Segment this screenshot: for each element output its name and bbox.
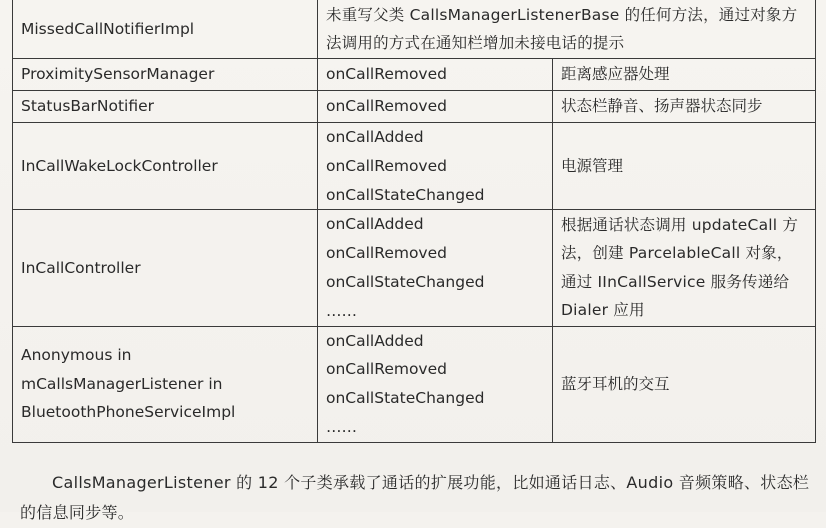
- class-name-cell: InCallWakeLockController: [13, 123, 318, 210]
- class-name-cell: Anonymous in mCallsManagerListener in BluetoothPhoneServiceImpl: [13, 326, 318, 442]
- description-cell: 距离感应器处理: [553, 59, 816, 91]
- method-name: onCallStateChanged: [326, 389, 485, 408]
- method-name: onCallAdded: [326, 128, 424, 146]
- method-name: onCallAdded: [326, 331, 424, 350]
- table-row: [13, 123, 816, 210]
- class-name-cell: MissedCallNotifierImpl: [13, 0, 318, 59]
- methods-cell: [318, 326, 553, 442]
- table-row: [13, 0, 816, 59]
- description-cell: 电源管理: [553, 123, 816, 210]
- table-row: [13, 326, 816, 442]
- method-name: onCallAdded: [326, 215, 424, 234]
- methods-cell: [318, 91, 553, 123]
- methods-cell: [318, 123, 553, 210]
- merged-description-cell: 未重写父类 CallsManagerListenerBase 的任何方法，通过对象方法调用的方式在通知栏增加未接电话的提示: [318, 0, 816, 59]
- methods-cell: [318, 210, 553, 326]
- class-name-cell: StatusBarNotifier: [13, 91, 318, 123]
- method-name: onCallStateChanged: [326, 185, 485, 204]
- description-cell: 蓝牙耳机的交互: [553, 326, 816, 442]
- table-row: [13, 91, 816, 123]
- method-name: onCallRemoved: [326, 244, 447, 263]
- method-ellipsis: ……: [326, 417, 357, 436]
- method-name: onCallRemoved: [326, 65, 447, 84]
- description-cell: 根据通话状态调用 updateCall 方法，创建 ParcelableCall 对象，通过 IInCallService 服务传递给 Dialer 应用: [553, 210, 816, 326]
- body-paragraph: CallsManagerListener 的 12 个子类承载了通话的扩展功能，比如通话日志、Audio 音频策略、状态栏的信息同步等。: [20, 473, 810, 522]
- description-cell: 状态栏静音、扬声器状态同步: [553, 91, 816, 123]
- table-row: [13, 210, 816, 326]
- method-name: onCallRemoved: [326, 97, 447, 116]
- method-ellipsis: ……: [326, 301, 357, 320]
- method-name: onCallRemoved: [326, 156, 447, 175]
- table-row: [13, 59, 816, 91]
- class-name-cell: InCallController: [13, 210, 318, 326]
- method-name: onCallRemoved: [326, 360, 447, 379]
- method-name: onCallStateChanged: [326, 272, 485, 291]
- class-name-cell: ProximitySensorManager: [13, 59, 318, 91]
- methods-cell: [318, 59, 553, 91]
- listener-subclass-table: [12, 0, 816, 443]
